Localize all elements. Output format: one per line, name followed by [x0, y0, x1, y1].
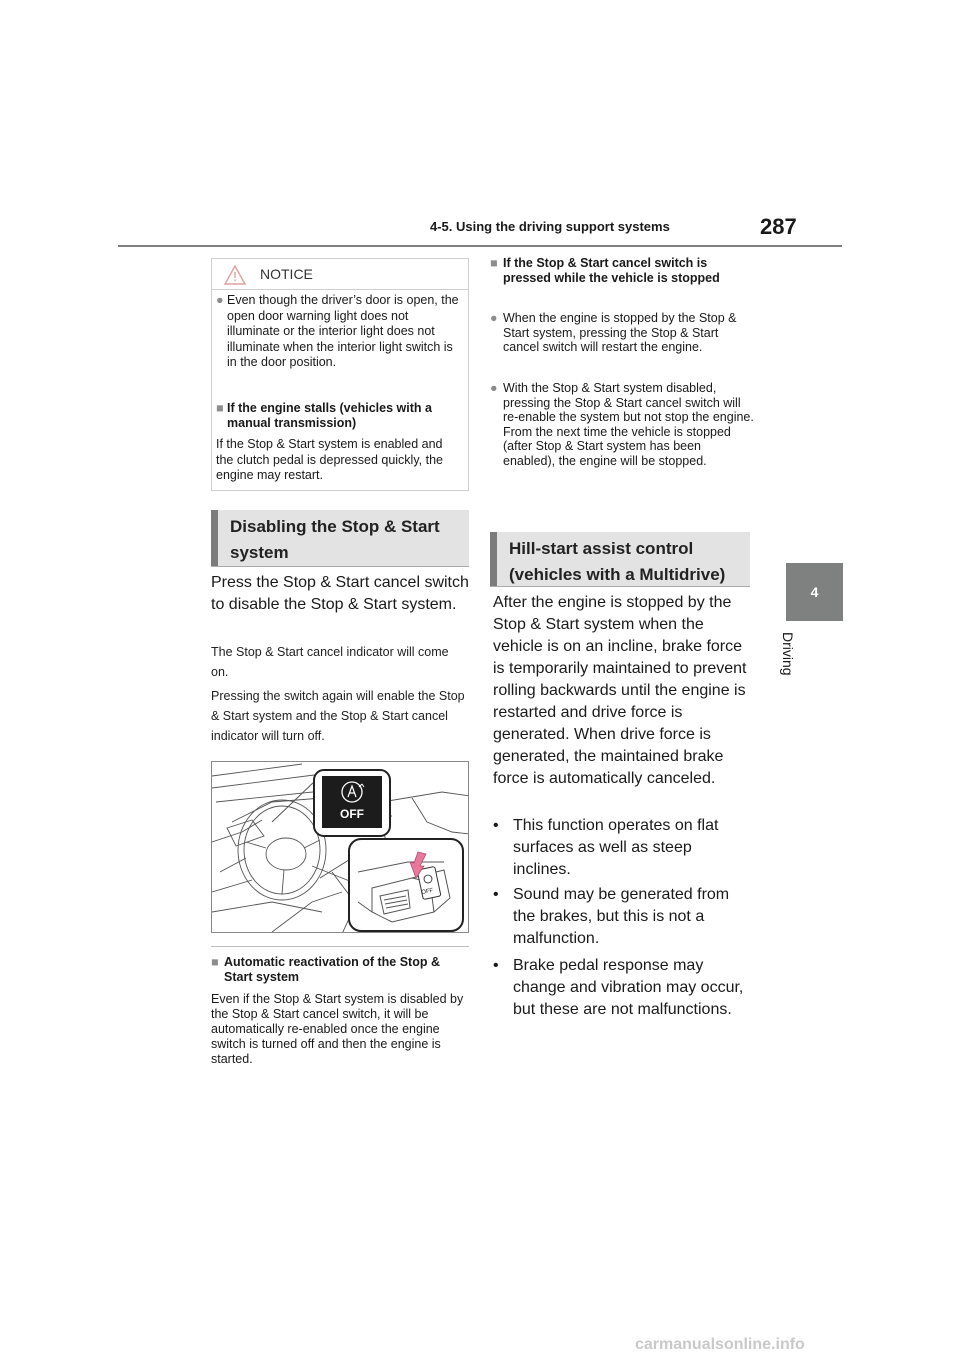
hill-start-list-item [493, 955, 753, 1021]
notice-body: If the Stop & Start system is enabled and the clutch pedal is depressed quickly, the engine may restart. [216, 437, 443, 482]
watermark: carmanualsonline.info [635, 1336, 805, 1353]
square-bullet-icon: ■ [490, 256, 498, 270]
disable-note-2: Pressing the switch again will enable the Stop & Start system and the Stop & Start cancel indicator will turn off. [211, 689, 465, 743]
bullet-dot-icon: • [493, 886, 499, 903]
cancel-stopped-bullet-1-text: When the engine is stopped by the Stop & Start system, pressing the Stop & Start cancel switch will restart the engine. [503, 311, 737, 354]
notice-header [212, 259, 468, 290]
hill-start-list-text: Sound may be generated from the brakes, but this is not a malfunction. [513, 886, 730, 947]
section-heading-disable: Disabling the Stop & Start system [211, 510, 469, 566]
hill-start-body: After the engine is stopped by the Stop & Start system when the vehicle is on an incline, brake force is temporarily maintained to prevent rolling backwards until the engine is restarted and drive force is generated. When drive force is generated, the maintained brake force is automatically canceled. [493, 594, 747, 787]
page-number: 287 [760, 214, 797, 239]
cancel-stopped-bullet-1 [490, 311, 755, 355]
switch-location-figure [211, 761, 469, 933]
bullet-dot-icon: • [493, 957, 499, 974]
warning-icon [224, 265, 246, 285]
disable-lead-text: Press the Stop & Start cancel switch to disable the Stop & Start system. [211, 574, 469, 613]
heading-underline [490, 586, 750, 587]
notice-box [211, 258, 469, 491]
bullet-dot-icon: • [493, 817, 499, 834]
header-divider [118, 245, 842, 247]
notice-subheading [216, 401, 462, 431]
bullet-dot-icon: ● [216, 293, 224, 307]
hill-start-list-item [493, 815, 753, 881]
hill-start-list-text: This function operates on flat surfaces as well as steep inclines. [513, 817, 719, 878]
notice-subheading-text: If the engine stalls (vehicles with a manual transmission) [227, 401, 432, 430]
auto-reactivation-subheading [211, 955, 469, 985]
square-bullet-icon: ■ [216, 401, 224, 415]
cancel-stopped-subheading [490, 256, 755, 285]
cancel-stopped-title: If the Stop & Start cancel switch is pressed while the vehicle is stopped [503, 256, 720, 285]
heading-underline [211, 566, 469, 567]
square-bullet-icon: ■ [211, 955, 219, 969]
dashboard-illustration [212, 762, 469, 933]
chapter-number: 4 [810, 584, 819, 600]
bullet-dot-icon: ● [490, 311, 498, 325]
cancel-stopped-bullet-2-text: With the Stop & Start system disabled, pressing the Stop & Start cancel switch will re-enable the system but not stop the engine. From the next time the vehicle is stopped (after Stop & Start system has been enabled), the engine will be stopped. [503, 381, 754, 468]
chapter-label [780, 632, 840, 680]
notice-title: NOTICE [260, 266, 313, 282]
switch-off-label: OFF [420, 887, 434, 897]
chapter-label-text: Driving [780, 632, 796, 676]
section-heading-hill-start: Hill-start assist control (vehicles with a Multidrive) [490, 532, 750, 586]
auto-reactivation-title: Automatic reactivation of the Stop & Start system [224, 955, 440, 984]
section-title: 4-5. Using the driving support systems [430, 219, 670, 234]
chapter-tab [786, 563, 843, 621]
bullet-dot-icon: ● [490, 381, 498, 395]
notice-bullet-text: Even though the driver’s door is open, the open door warning light does not illuminate or the interior light does not illuminate when the interior light switch is in the door position. [227, 293, 459, 369]
notice-bullet [216, 293, 462, 371]
indicator-off-label: OFF [340, 807, 364, 821]
hill-start-list-item [493, 884, 753, 950]
disable-note-1: The Stop & Start cancel indicator will come on. [211, 645, 449, 679]
hill-start-list-text: Brake pedal response may change and vibration may occur, but these are not malfunctions. [513, 957, 744, 1018]
auto-reactivation-body: Even if the Stop & Start system is disabled by the Stop & Start cancel switch, it will be automatically re-enabled once the engine switch is turned off and then the engine is started. [211, 992, 464, 1066]
cancel-stopped-bullet-2 [490, 381, 755, 468]
figure-divider [211, 946, 469, 947]
